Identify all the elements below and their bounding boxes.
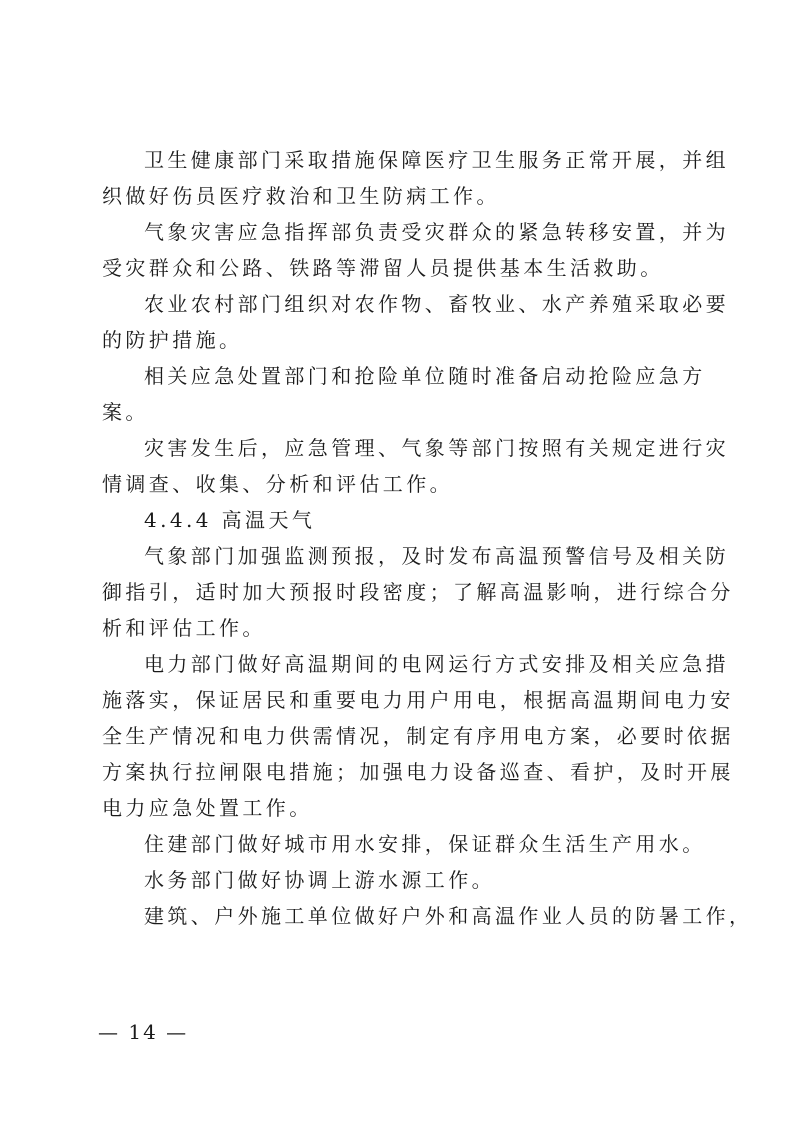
text-line: 电力部门做好高温期间的电网运行方式安排及相关应急措 — [144, 652, 729, 676]
text-line: 气象部门加强监测预报，及时发布高温预警信号及相关防 — [144, 544, 729, 568]
text-line: 情调查、收集、分析和评估工作。 — [102, 472, 453, 496]
text-line: 施落实，保证居民和重要电力用户用电，根据高温期间电力安 — [102, 688, 734, 712]
text-line: 电力应急处置工作。 — [102, 796, 313, 820]
text-line: 方案执行拉闸限电措施；加强电力设备巡查、看护，及时开展 — [102, 760, 734, 784]
text-line: 案。 — [102, 400, 149, 424]
text-line: 相关应急处置部门和抢险单位随时准备启动抢险应急方 — [144, 364, 706, 388]
text-line: 农业农村部门组织对农作物、畜牧业、水产养殖采取必要 — [144, 292, 729, 316]
text-line: 析和评估工作。 — [102, 616, 266, 640]
text-line: 气象灾害应急指挥部负责受灾群众的紧急转移安置，并为 — [144, 220, 729, 244]
text-line: 4.4.4 高温天气 — [144, 508, 316, 532]
document-body — [102, 142, 753, 934]
text-line: 受灾群众和公路、铁路等滞留人员提供基本生活救助。 — [102, 256, 664, 280]
text-line: 建筑、户外施工单位做好户外和高温作业人员的防暑工作， — [144, 904, 753, 928]
text-line: 的防护措施。 — [102, 328, 243, 352]
text-line: 卫生健康部门采取措施保障医疗卫生服务正常开展，并组 — [144, 148, 729, 172]
page-number: — 14 — — [98, 1020, 189, 1044]
text-line: 御指引，适时加大预报时段密度；了解高温影响，进行综合分 — [102, 580, 734, 604]
text-line: 住建部门做好城市用水安排，保证群众生活生产用水。 — [144, 832, 706, 856]
text-line: 水务部门做好协调上游水源工作。 — [144, 868, 495, 892]
text-line: 全生产情况和电力供需情况，制定有序用电方案，必要时依据 — [102, 724, 734, 748]
text-line: 织做好伤员医疗救治和卫生防病工作。 — [102, 184, 500, 208]
text-line: 灾害发生后，应急管理、气象等部门按照有关规定进行灾 — [144, 436, 729, 460]
